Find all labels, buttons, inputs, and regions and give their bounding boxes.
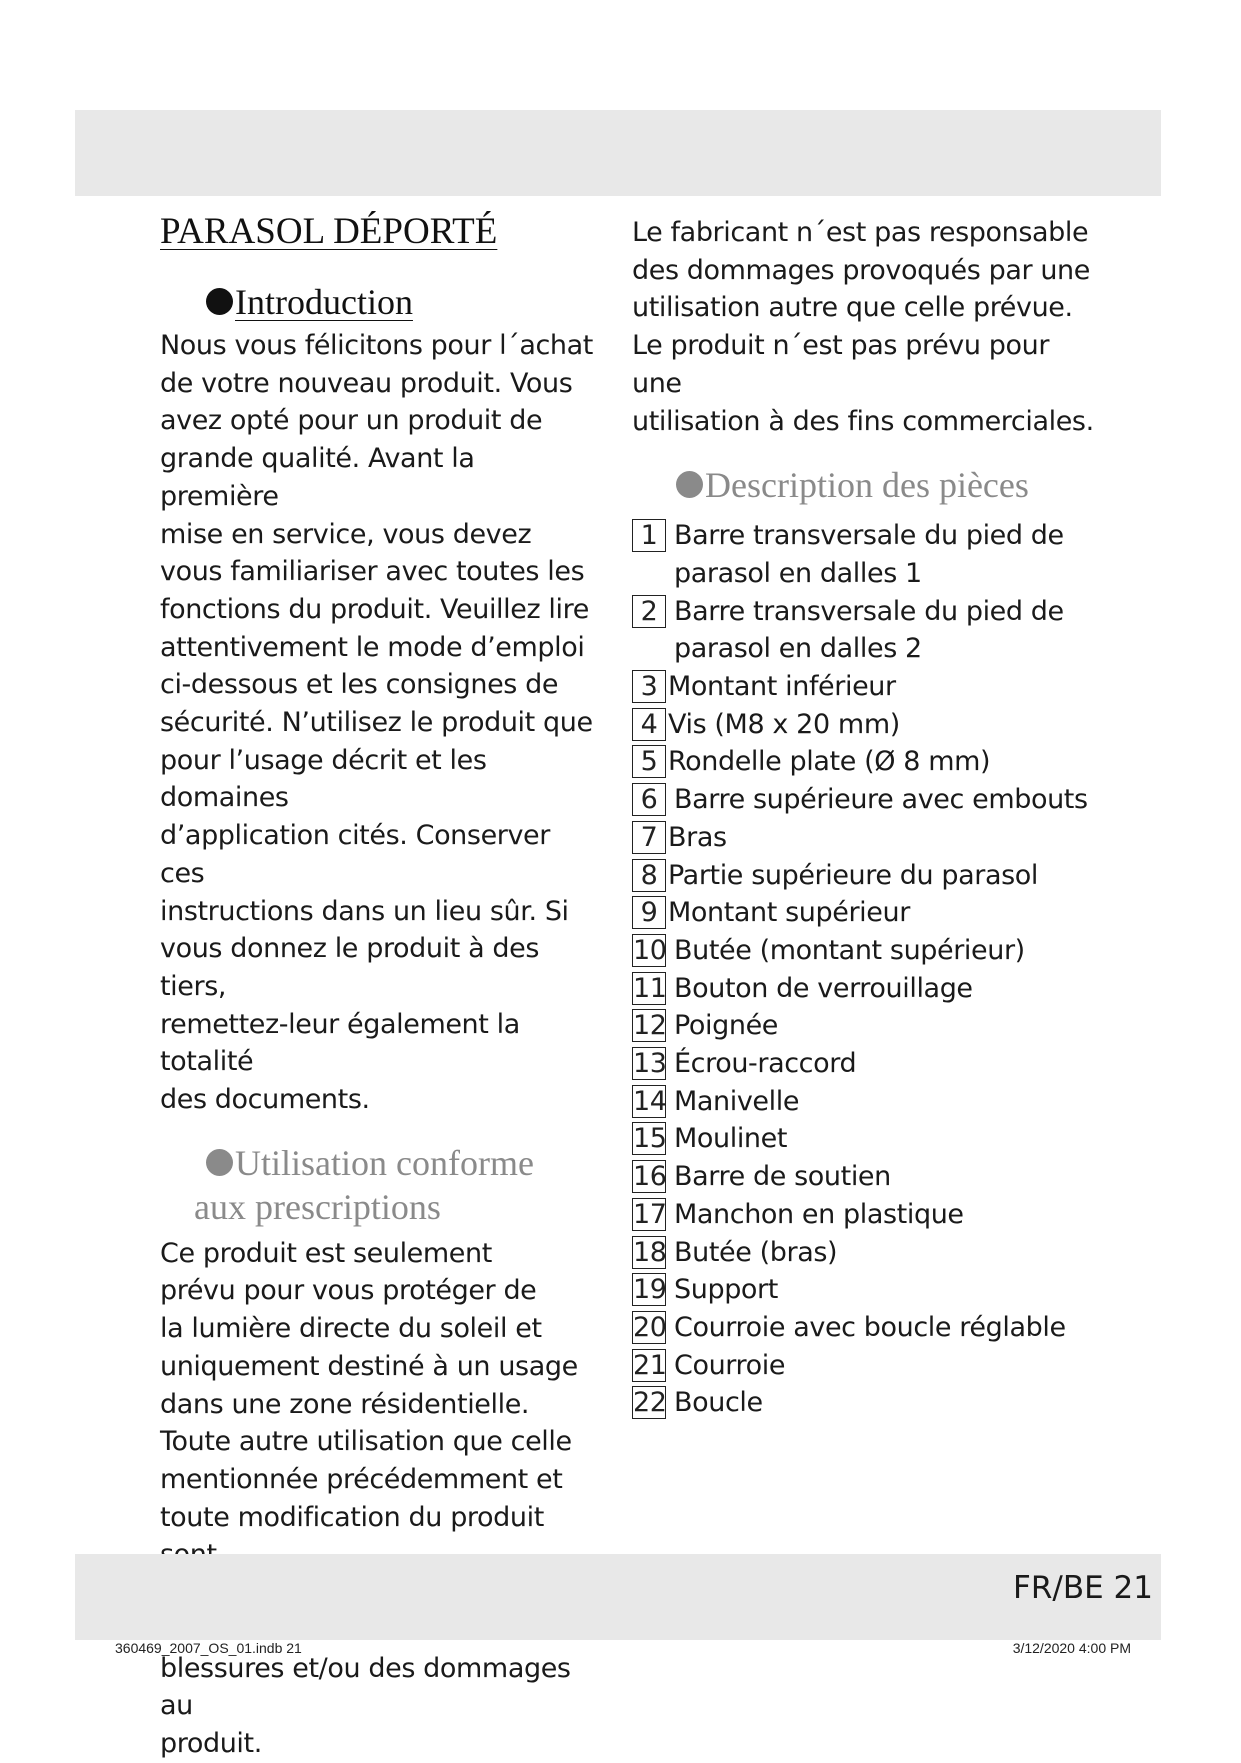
parts-list-item	[632, 1120, 1102, 1158]
part-number-box: 22	[633, 1387, 667, 1419]
part-label: Boucle	[674, 1387, 763, 1419]
parts-list-item	[632, 668, 1102, 706]
parts-list-item	[632, 932, 1102, 970]
part-number-box: 2	[632, 595, 666, 628]
parts-list-item	[632, 743, 1102, 781]
part-label: Manivelle	[674, 1085, 800, 1117]
introduction-text: Nous vous félicitons pour l´achat de votre nouveau produit. Vous avez opté pour un produit de grande qualité. Avant la première mise en service, vous devez vous familiariser avec toutes les fonctions du produit. Veuillez lire attentivement le mode d’emploi ci-dessous et les consignes de sécurité. N’utilisez le produit que pour l’usage décrit et les domaines d’application cités. Conserver ces instructions dans un lieu sûr. Si vous donnez le produit à des tiers, remettez-leur également la totalité des documents.	[160, 330, 593, 1116]
part-label: Courroie	[674, 1349, 786, 1381]
print-file-info: 360469_2007_OS_01.indb 21	[115, 1640, 302, 1656]
parts-list-item	[632, 1271, 1102, 1309]
part-number-box: 17	[633, 1198, 667, 1230]
part-number-box: 13	[633, 1048, 667, 1080]
part-label: Partie supérieure du parasol	[668, 859, 1039, 891]
part-label: Barre transversale du pied de parasol en dalles 2	[674, 595, 1064, 665]
part-number-box: 1	[632, 519, 666, 552]
parts-list-item	[632, 894, 1102, 932]
part-label: Barre de soutien	[674, 1161, 891, 1193]
part-number-box: 5	[632, 745, 666, 778]
part-number-box: 12	[633, 1010, 667, 1042]
left-column	[160, 210, 600, 1763]
print-timestamp: 3/12/2020 4:00 PM	[1012, 1640, 1131, 1656]
parts-list-item	[632, 970, 1102, 1008]
part-label: Moulinet	[674, 1123, 788, 1155]
part-number-box: 6	[632, 783, 666, 816]
bullet-icon	[206, 288, 233, 315]
parts-list-item	[632, 1196, 1102, 1234]
parts-list	[632, 517, 1102, 1422]
part-number-box: 11	[633, 972, 667, 1004]
bullet-icon	[676, 471, 703, 498]
part-number-box: 20	[633, 1311, 667, 1343]
part-number-box: 7	[632, 821, 666, 854]
parts-list-item	[632, 819, 1102, 857]
usage-heading-line2: aux prescriptions	[194, 1186, 441, 1227]
part-number-box: 14	[633, 1085, 667, 1117]
footer-band	[75, 1554, 1161, 1640]
part-number-box: 18	[633, 1236, 667, 1268]
introduction-heading-text: Introduction	[235, 282, 413, 322]
document-title: PARASOL DÉPORTÉ	[160, 211, 498, 252]
header-band	[75, 110, 1161, 196]
part-label: Barre transversale du pied de parasol en dalles 1	[674, 520, 1064, 589]
parts-list-item	[632, 1234, 1102, 1272]
part-label: Butée (bras)	[674, 1236, 838, 1268]
part-number-box: 10	[633, 934, 667, 966]
introduction-heading	[206, 280, 600, 324]
parts-list-item	[632, 706, 1102, 744]
parts-list-item	[632, 517, 1102, 592]
bullet-icon	[206, 1149, 233, 1176]
right-column	[632, 214, 1102, 1422]
usage-heading	[194, 1141, 600, 1229]
parts-list-item	[632, 1384, 1102, 1422]
parts-list-item	[632, 1083, 1102, 1121]
parts-list-item	[632, 1158, 1102, 1196]
parts-list-item	[632, 1007, 1102, 1045]
part-label: Courroie avec boucle réglable	[674, 1311, 1066, 1343]
parts-list-item	[632, 1045, 1102, 1083]
part-number-box: 21	[633, 1349, 667, 1381]
part-number-box: 15	[633, 1123, 667, 1155]
part-number-box: 9	[632, 896, 666, 929]
parts-heading	[676, 463, 1102, 507]
part-label: Vis (M8 x 20 mm)	[668, 708, 900, 740]
parts-list-item	[632, 857, 1102, 895]
part-label: Support	[674, 1274, 778, 1306]
part-number-box: 4	[632, 708, 666, 741]
part-label: Butée (montant supérieur)	[674, 934, 1025, 966]
part-number-box: 3	[632, 670, 666, 703]
part-label: Montant inférieur	[668, 671, 896, 703]
parts-list-item	[632, 593, 1102, 668]
parts-list-item	[632, 1309, 1102, 1347]
parts-list-item	[632, 1347, 1102, 1385]
part-number-box: 16	[633, 1161, 667, 1193]
usage-text-continued: Le fabricant n´est pas responsable des dommages provoqués par une utilisation autre que celle prévue. Le produit n´est pas prévu pour une utilisation à des fins commerciales.	[632, 217, 1094, 437]
part-number-box: 19	[633, 1274, 667, 1306]
page-number: FR/BE 21	[1013, 1570, 1153, 1606]
parts-list-item	[632, 781, 1102, 819]
part-label: Manchon en plastique	[674, 1198, 964, 1230]
part-number-box: 8	[632, 859, 666, 892]
part-label: Montant supérieur	[668, 897, 910, 929]
part-label: Poignée	[674, 1010, 779, 1042]
parts-heading-text: Description des pièces	[705, 465, 1029, 506]
part-label: Barre supérieure avec embouts	[674, 784, 1088, 816]
part-label: Bras	[668, 821, 727, 853]
part-label: Écrou-raccord	[674, 1048, 857, 1080]
usage-heading-line1: Utilisation conforme	[235, 1142, 534, 1183]
part-label: Bouton de verrouillage	[674, 972, 973, 1004]
part-label: Rondelle plate (Ø 8 mm)	[668, 746, 991, 778]
usage-text: Ce produit est seulement prévu pour vous protéger de la lumière directe du soleil et uniquement destiné à un usage dans une zone résidentielle. Toute autre utilisation que celle mentionnée précédemment et toute modification du produit blessures et/ou des dommages au produit.	[160, 1237, 578, 1759]
